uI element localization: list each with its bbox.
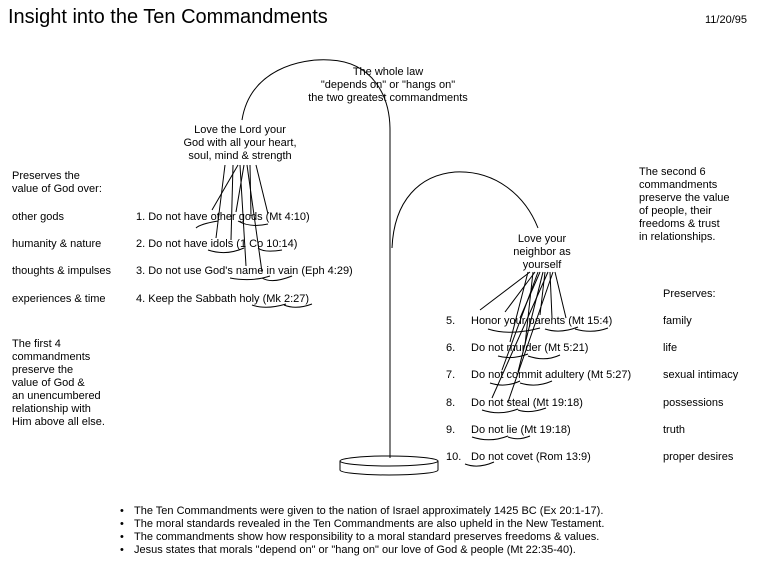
value-9: truth (663, 424, 686, 436)
page-title: Insight into the Ten Commandments (8, 6, 328, 28)
commandment-9-num: 9. (446, 424, 456, 436)
commandment-3: 3. Do not use God's name in vain (Eph 4:29) (136, 265, 353, 277)
value-6: life (663, 342, 678, 354)
commandment-6-num: 6. (446, 342, 456, 354)
left-value-4: experiences & time (12, 293, 106, 305)
commandment-9: Do not lie (Mt 19:18) (471, 424, 571, 436)
bullet-item: • Jesus states that morals "depend on" or "hang on" our love of God & people (Mt 22:35-40). (120, 544, 576, 556)
commandment-4: 4. Keep the Sabbath holy (Mk 2:27) (136, 293, 310, 305)
whole-law-label: The whole law "depends on" or "hangs on" the two greatest commandments (308, 66, 468, 104)
second-six-note: The second 6 commandments preserve the value of people, their freedoms & trust in relationships. (639, 166, 730, 243)
commandment-7: Do not commit adultery (Mt 5:27) (471, 369, 632, 381)
bullet-icon: • (120, 531, 124, 543)
bullet-icon: • (120, 544, 124, 556)
love-god-label: Love the Lord your God with all your heart, soul, mind & strength (183, 124, 297, 162)
commandment-8: Do not steal (Mt 19:18) (471, 397, 583, 409)
bullet-icon: • (120, 518, 124, 530)
preserves-label: Preserves: (663, 288, 716, 300)
bullet-item: • The Ten Commandments were given to the nation of Israel approximately 1425 BC (Ex 20:1-17). (120, 505, 604, 517)
value-10: proper desires (663, 451, 734, 463)
bullet-item: • The moral standards revealed in the Ten Commandments are also upheld in the New Testament. (120, 518, 605, 530)
commandment-6: Do not murder (Mt 5:21) (471, 342, 589, 354)
value-5: family (663, 315, 692, 327)
left-value-3: thoughts & impulses (12, 265, 112, 277)
bullet-item: • The commandments show how responsibility to a moral standard preserves freedoms & values. (120, 531, 600, 543)
commandment-8-num: 8. (446, 397, 456, 409)
preserves-god-label: Preserves the value of God over: (12, 170, 102, 195)
commandment-2: 2. Do not have idols (1 Co 10:14) (136, 238, 298, 250)
bullet-icon: • (120, 505, 124, 517)
commandment-10-num: 10. (446, 451, 462, 463)
commandment-5: Honor your parents (Mt 15:4) (471, 315, 613, 327)
commandment-5-num: 5. (446, 315, 456, 327)
value-8: possessions (663, 397, 724, 409)
god-strings (196, 165, 312, 307)
value-7: sexual intimacy (663, 369, 739, 381)
commandment-7-num: 7. (446, 369, 456, 381)
date-label: 11/20/95 (705, 14, 748, 26)
left-value-1: other gods (12, 211, 64, 223)
commandment-10: Do not covet (Rom 13:9) (471, 451, 591, 463)
left-value-2: humanity & nature (12, 238, 102, 250)
first-four-note: The first 4 commandments preserve the value of God & an unencumbered relationship with Him above all else. (12, 338, 105, 428)
love-neighbor-label: Love your neighbor as yourself (513, 233, 571, 271)
commandment-1: 1. Do not have other gods (Mt 4:10) (136, 211, 310, 223)
scale-base-top (340, 456, 438, 466)
